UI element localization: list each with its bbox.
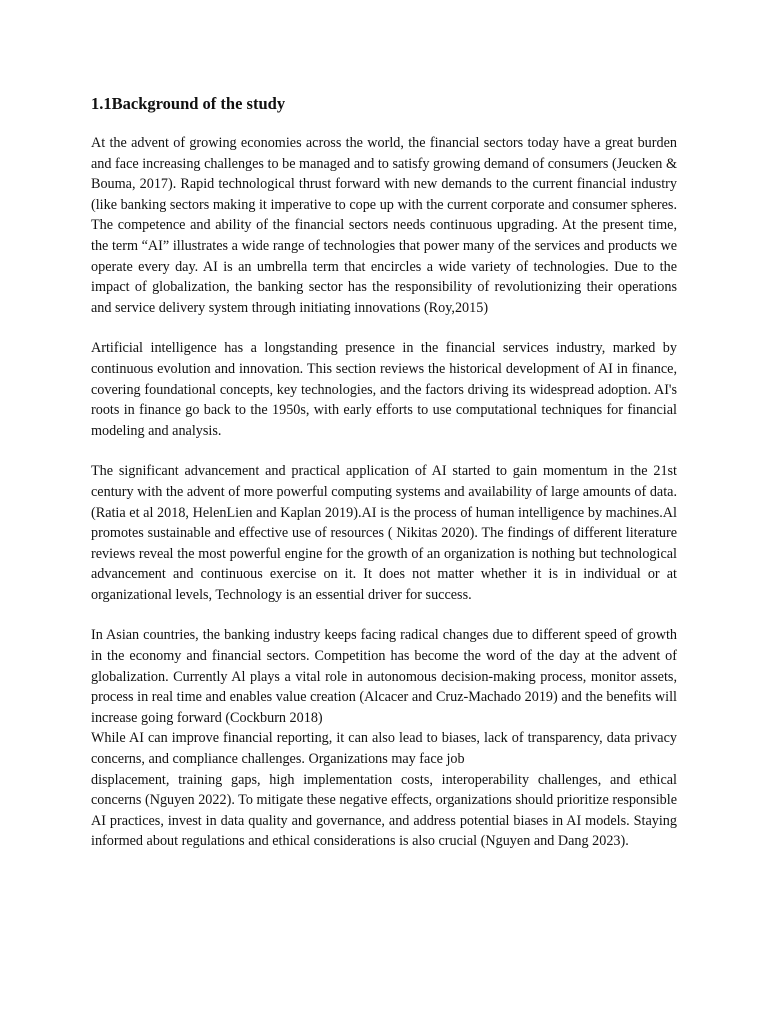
paragraph-2: Artificial intelligence has a longstanding presence in the financial services industry, marked by continuous evolution and innovation. This section reviews the historical development of AI in finance, covering foundational concepts, key technologies, and the factors driving its widespread adoption. AI's roots in finance go back to the 1950s, with early efforts to use computational techniques for financial modeling and analysis. [91, 340, 677, 439]
paragraph-3: The significant advancement and practical application of AI started to gain momentum in the 21st century with the advent of more powerful computing systems and availability of large amounts of data. (Ratia et al 2018, HelenLien and Kaplan 2019).AI is the process of human intelligence by machines.Al promotes sustainable and effective use of resources ( Nikitas 2020). The findings of different literature reviews reveal the most powerful engine for the growth of an organization is nothing but technological advancement and continuous exercise on it. It does not matter whether it is in individual or at organizational levels, Technology is an essential driver for success. [91, 463, 677, 603]
document-body [91, 93, 677, 852]
paragraph-5-part-2: displacement, training gaps, high implementation costs, interoperability challenges, and ethical concerns (Nguyen 2022). To mitigate these negative effects, organizations should prioritize responsible AI practices, invest in data quality and governance, and address potential biases in AI models. Staying informed about regulations and ethical considerations is also crucial (Nguyen and Dang 2023). [91, 771, 677, 850]
paragraph-4: In Asian countries, the banking industry keeps facing radical changes due to different speed of growth in the economy and financial sectors. Competition has become the word of the day at the advent of globalization. Currently Al plays a vital role in autonomous decision-making process, monitor assets, process in real time and enables value creation (Alcacer and Cruz-Machado 2019) and the benefits will increase going forward (Cockburn 2018) [91, 627, 677, 726]
section-heading: 1.1Background of the study [91, 94, 286, 113]
paragraph-5-part-1: While AI can improve financial reporting, it can also lead to biases, lack of transparency, data privacy concerns, and compliance challenges. Organizations may face job [91, 730, 677, 768]
paragraph-1: At the advent of growing economies across the world, the financial sectors today have a great burden and face increasing challenges to be managed and to satisfy growing demand of consumers (Jeucken & Bouma, 2017). Rapid technological thrust forward with new demands to the current financial industry (like banking sectors making it imperative to cope up with the current corporate and consumer spheres. The competence and ability of the financial sectors needs continuous upgrading. At the present time, the term “AI” illustrates a wide range of technologies that power many of the services and products we operate every day. AI is an umbrella term that encircles a wide variety of technologies. Due to the impact of globalization, the banking sector has the responsibility of revolutionizing their operations and service delivery system through initiating innovations (Roy,2015) [91, 135, 677, 316]
